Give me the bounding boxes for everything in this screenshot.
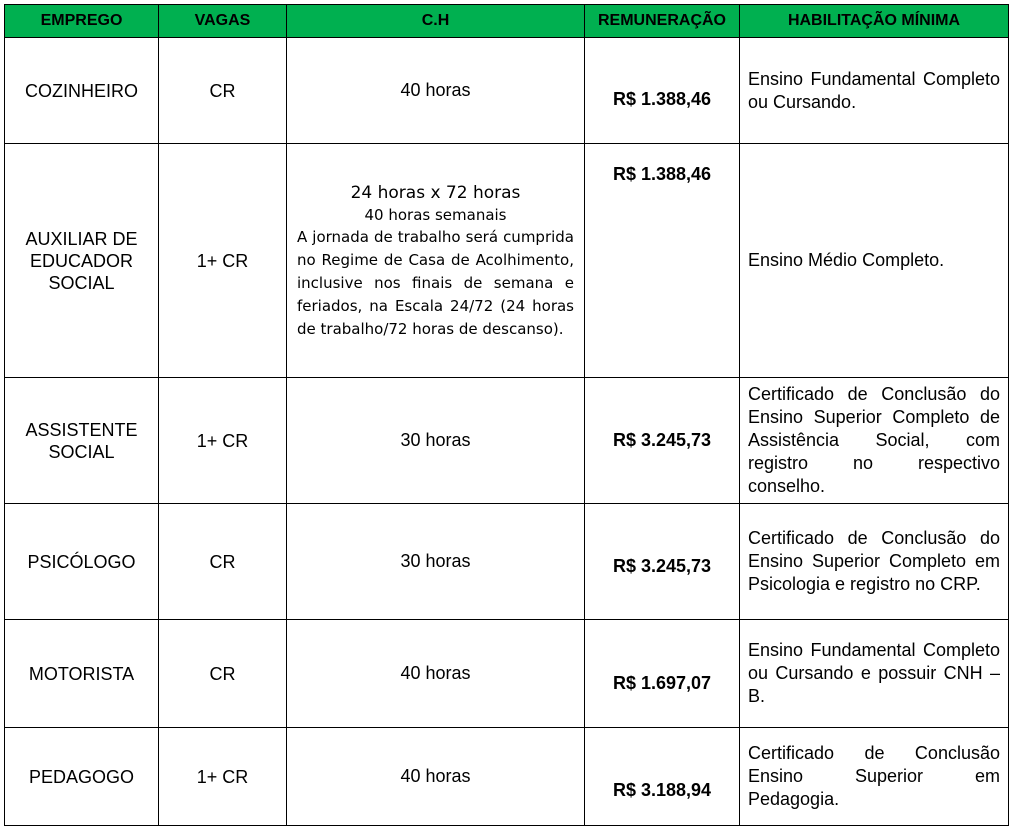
header-emprego: EMPREGO (5, 5, 159, 38)
header-row (5, 5, 1009, 38)
cell-emprego: AUXILIAR DE EDUCADOR SOCIAL (5, 144, 159, 378)
cell-remuneracao: R$ 3.245,73 (585, 378, 740, 504)
cell-ch: 40 horas (287, 38, 585, 144)
cell-ch: 40 horas (287, 620, 585, 728)
cell-vagas: CR (159, 620, 287, 728)
table-row (5, 38, 1009, 144)
header-vagas: VAGAS (159, 5, 287, 38)
cell-emprego: MOTORISTA (5, 620, 159, 728)
cell-ch: 40 horas (287, 728, 585, 826)
table-row (5, 620, 1009, 728)
cell-ch: 30 horas (287, 378, 585, 504)
table-row (5, 378, 1009, 504)
cell-habilitacao: Certificado de Conclusão do Ensino Superior Completo de Assistência Social, com registro no respectivo conselho. (740, 378, 1009, 504)
cell-habilitacao: Certificado de Conclusão Ensino Superior em Pedagogia. (740, 728, 1009, 826)
remuneracao-value: R$ 3.245,73 (612, 556, 712, 576)
cell-ch: 30 horas (287, 504, 585, 620)
cell-vagas: CR (159, 38, 287, 144)
header-remuneracao: REMUNERAÇÃO (585, 5, 740, 38)
cell-emprego: PEDAGOGO (5, 728, 159, 826)
header-habilitacao: HABILITAÇÃO MÍNIMA (740, 5, 1009, 38)
cell-ch (287, 144, 585, 378)
cell-remuneracao (585, 504, 740, 620)
cell-vagas: 1+ CR (159, 144, 287, 378)
cell-remuneracao (585, 38, 740, 144)
remuneracao-value: R$ 1.697,07 (612, 673, 712, 693)
cell-emprego: ASSISTENTE SOCIAL (5, 378, 159, 504)
table-row (5, 144, 1009, 378)
cell-habilitacao: Certificado de Conclusão do Ensino Superior Completo em Psicologia e registro no CRP. (740, 504, 1009, 620)
job-vacancies-table (4, 4, 1009, 826)
cell-remuneracao (585, 728, 740, 826)
cell-emprego: PSICÓLOGO (5, 504, 159, 620)
cell-vagas: 1+ CR (159, 378, 287, 504)
ch-detail: A jornada de trabalho será cumprida no Regime de Casa de Acolhimento, inclusive nos finais de semana e feriados, na Escala 24/72 (24 horas de trabalho/72 horas de descanso). (297, 227, 574, 338)
cell-habilitacao: Ensino Médio Completo. (740, 144, 1009, 378)
table-row (5, 728, 1009, 826)
table-row (5, 504, 1009, 620)
header-ch: C.H (287, 5, 585, 38)
remuneracao-value: R$ 1.388,46 (612, 164, 712, 184)
cell-emprego: COZINHEIRO (5, 38, 159, 144)
cell-vagas: 1+ CR (159, 728, 287, 826)
ch-shift: 24 horas x 72 horas (350, 182, 521, 203)
cell-remuneracao (585, 144, 740, 378)
cell-habilitacao: Ensino Fundamental Completo ou Cursando e possuir CNH – B. (740, 620, 1009, 728)
remuneracao-value: R$ 3.188,94 (612, 780, 712, 800)
ch-weekly: 40 horas semanais (364, 205, 507, 224)
cell-remuneracao (585, 620, 740, 728)
cell-vagas: CR (159, 504, 287, 620)
remuneracao-value: R$ 1.388,46 (612, 89, 712, 109)
cell-habilitacao: Ensino Fundamental Completo ou Cursando. (740, 38, 1009, 144)
